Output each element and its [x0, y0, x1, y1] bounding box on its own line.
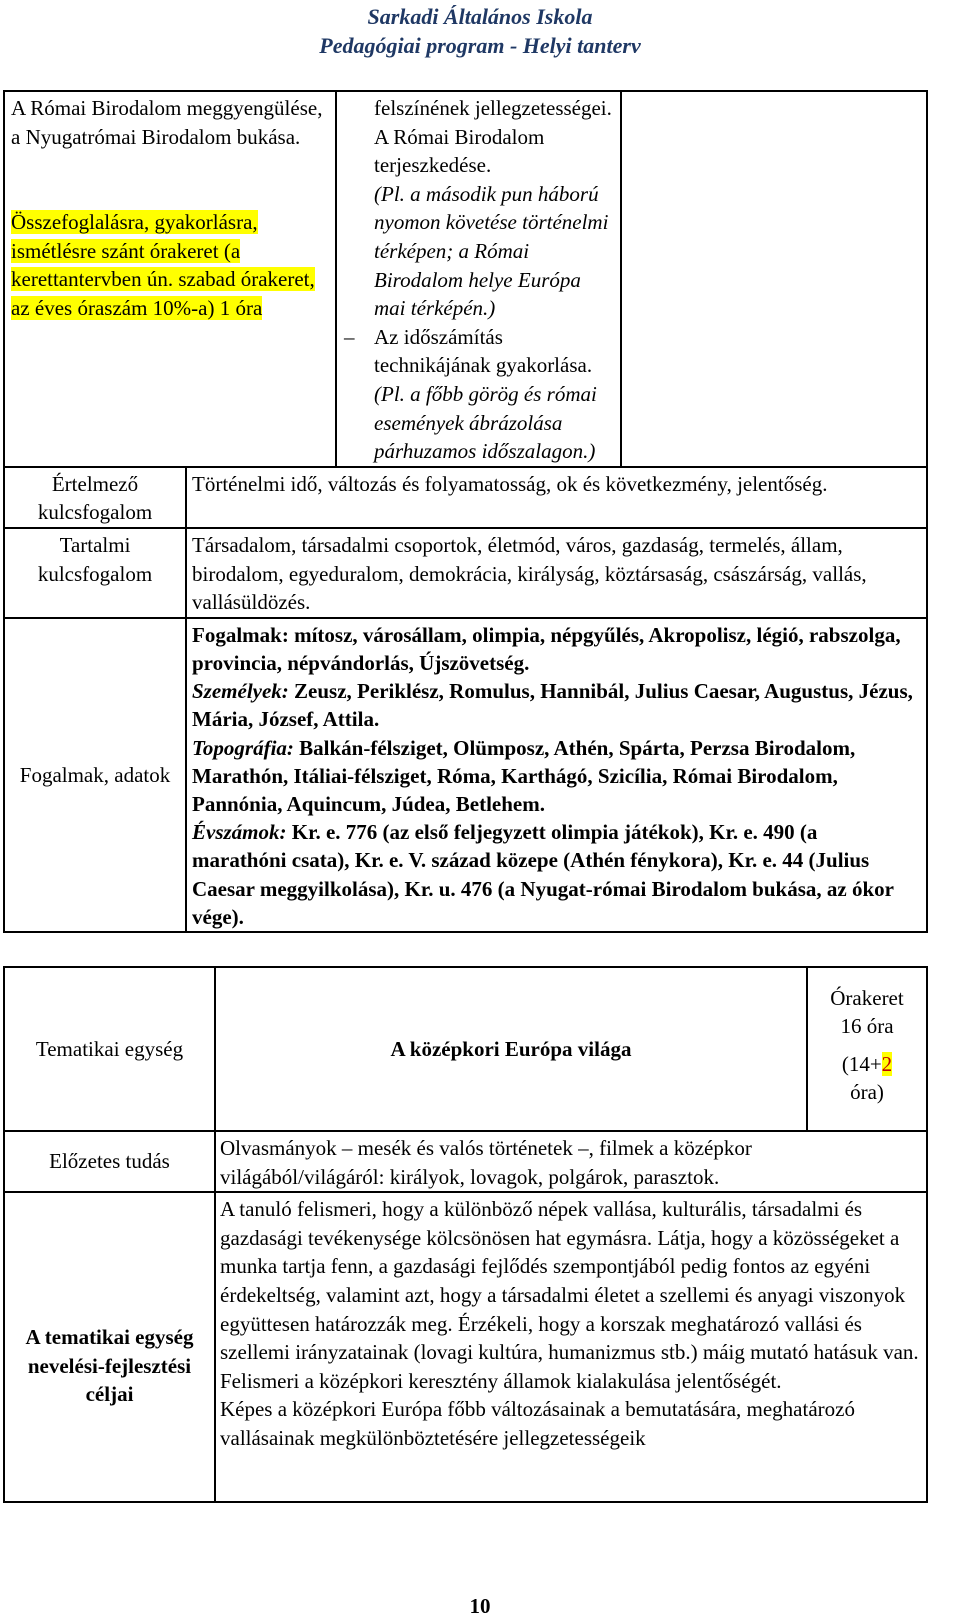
label-tematikai-text: Tematikai egység — [35, 1036, 184, 1061]
activity-cell — [336, 91, 621, 467]
orakeret-cell — [807, 967, 927, 1131]
celjai-text-2: Képes a középkori Európa főbb változásainak a bemutatására, meghatározó vallásainak megkülönböztetésére jellegzetességeik — [220, 1397, 855, 1450]
topografia-label: Topográfia: — [192, 735, 294, 760]
label-celjai-text: A tematikai egység nevelési-fejlesztési céljai — [25, 1325, 194, 1407]
evszamok-text: Kr. e. 776 (az első feljegyzett olimpia játékok), Kr. e. 490 (a marathóni csata), Kr. e. V. század közepe (Athén fénykora), Kr. e. 44 (Julius Caesar meggyilkolása), Kr. u. 476 (a Nyugat-római Birodalom bukása, az ókor vége). — [192, 820, 894, 929]
activity-text-1: felszínének jellegzetességei. A Római Birodalom terjeszkedése. — [374, 96, 612, 178]
tartalmi-text: Társadalom, társadalmi csoportok, életmód, város, gazdaság, termelés, állam, birodalom, egyeduralom, demokrácia, királyság, köztársaság, császárság, vallás, vallásüldözés. — [186, 528, 927, 618]
program-name: Pedagógiai program - Helyi tanterv — [319, 33, 641, 58]
fogalmak-cell — [186, 618, 927, 932]
orakeret-label: Órakeret — [830, 986, 904, 1010]
dash-bullet: – — [344, 324, 355, 349]
activity-text-2: Az időszámítás technikájának gyakorlása. — [374, 324, 593, 378]
elozetes-text: Olvasmányok – mesék és valós történetek –, filmek a középkor világából/világáról: királyok, lovagok, polgárok, parasztok. — [215, 1131, 927, 1192]
topic-cell — [4, 91, 336, 467]
label-fogalmak-text: Fogalmak, adatok — [19, 762, 171, 787]
page-number: 10 — [469, 1594, 491, 1618]
celjai-cell — [215, 1192, 927, 1502]
szemelyek-text: Zeusz, Periklész, Romulus, Hannibál, Julius Caesar, Augustus, Jézus, Mária, József, Attila. — [192, 679, 913, 732]
label-fogalmak — [4, 618, 186, 932]
activity-example-1: (Pl. a második pun háború nyomon követése történelmi térképen; a Római Birodalom helye Európa mai térképén.) — [374, 181, 609, 321]
orakeret-split-open: (14+ — [841, 1052, 882, 1076]
fogalmak-text: Fogalmak: mítosz, városállam, olimpia, népgyűlés, Akropolisz, légió, rabszolga, provincia, népvándorlás, Újszövetség. — [192, 622, 901, 675]
unit-title-cell — [215, 967, 807, 1131]
curriculum-table-2 — [3, 966, 928, 1503]
page-header — [0, 2, 960, 60]
celjai-text-1: A tanuló felismeri, hogy a különböző népek vallása, kulturális, társadalmi és gazdasági tevékenysége kölcsönösen hat egymásra. Látja, hogy a közösségeket a munka tartja fenn, a gazdasági fejlődés szempontjából pedig fontos az egyéni érdekeltség, valamint azt, hogy a társadalmi életet a szellemi és anyagi viszonyok együttesen határozzák meg. Érzékeli, hogy a korszak meghatározó vallási és szellemi irányzatainak (lovagi kultúra, humanizmus stb.) máig mutató hatásuk van. Felismeri a középkori keresztény államok kialakulása jelentőségét. — [220, 1197, 919, 1393]
activity-example-2: (Pl. a főbb görög és római események ábrázolása párhuzamos időszalagon.) — [374, 381, 597, 464]
empty-cell — [621, 91, 927, 467]
ertelmezo-text: Történelmi idő, változás és folyamatosság, ok és következmény, jelentőség. — [186, 467, 927, 528]
summary-hours-text: Összefoglalásra, gyakorlásra, ismétlésre szánt órakeret (a kerettantervben ún. szabad órakeret, az éves óraszám 10%-a) 1 óra — [11, 210, 315, 320]
orakeret-hours: 16 óra — [840, 1014, 894, 1038]
evszamok-label: Évszámok: — [192, 820, 287, 845]
label-celjai — [4, 1192, 215, 1502]
school-name: Sarkadi Általános Iskola — [367, 4, 593, 29]
label-elozetes-text: Előzetes tudás — [49, 1149, 170, 1174]
orakeret-split-close: óra) — [850, 1080, 884, 1104]
unit-title: A középkori Európa világa — [390, 1036, 632, 1061]
label-elozetes — [4, 1131, 215, 1192]
label-tematikai — [4, 967, 215, 1131]
topic-text: A Római Birodalom meggyengülése, a Nyugatrómai Birodalom bukása. — [11, 96, 323, 149]
orakeret-split-extra: 2 — [881, 1052, 893, 1076]
label-ertelmezo: Értelmező kulcsfogalom — [4, 467, 186, 528]
curriculum-table-1 — [3, 90, 928, 933]
topografia-text: Balkán-félsziget, Olümposz, Athén, Spárta, Perzsa Birodalom, Marathón, Itáliai-félsziget, Róma, Karthágó, Szicília, Római Birodalom, Pannónia, Aquincum, Júdea, Betlehem. — [192, 735, 856, 816]
szemelyek-label: Személyek: — [192, 679, 289, 704]
label-tartalmi: Tartalmi kulcsfogalom — [4, 528, 186, 618]
